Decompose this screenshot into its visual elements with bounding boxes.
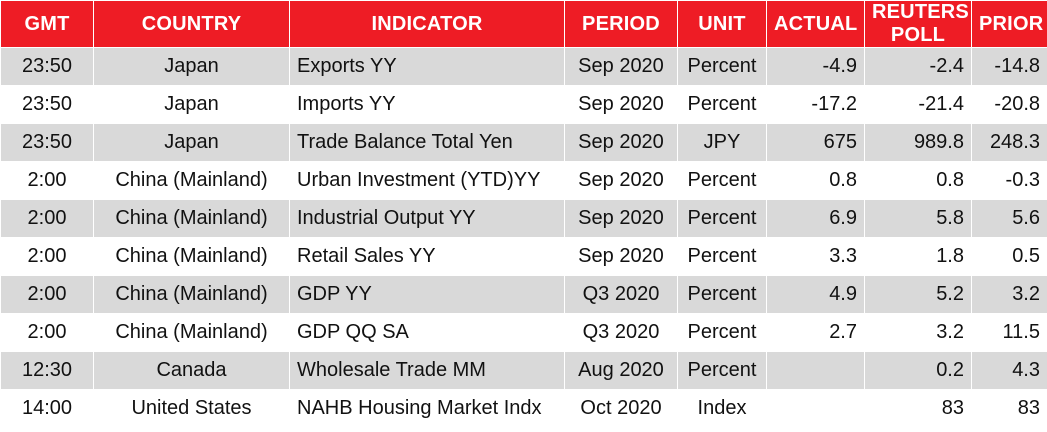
cell-actual: 2.7 xyxy=(767,314,865,352)
cell-prior: 3.2 xyxy=(972,276,1047,314)
cell-indicator: NAHB Housing Market Indx xyxy=(290,390,565,428)
column-header-reuters-poll xyxy=(865,1,972,48)
cell-unit: Percent xyxy=(678,48,767,86)
column-header-actual: ACTUAL xyxy=(767,1,865,48)
cell-reuters-poll: 83 xyxy=(865,390,972,428)
cell-period: Aug 2020 xyxy=(565,352,678,390)
reuters-poll-line1: REUTERS xyxy=(872,1,969,23)
table-row xyxy=(1,390,1047,428)
cell-prior: -20.8 xyxy=(972,86,1047,124)
cell-indicator: GDP QQ SA xyxy=(290,314,565,352)
cell-indicator: Retail Sales YY xyxy=(290,238,565,276)
cell-indicator: Urban Investment (YTD)YY xyxy=(290,162,565,200)
table-row xyxy=(1,352,1047,390)
cell-prior: 11.5 xyxy=(972,314,1047,352)
cell-actual: 3.3 xyxy=(767,238,865,276)
cell-gmt: 23:50 xyxy=(1,86,94,124)
cell-reuters-poll: -2.4 xyxy=(865,48,972,86)
cell-prior: 83 xyxy=(972,390,1047,428)
cell-actual xyxy=(767,352,865,390)
cell-prior: 0.5 xyxy=(972,238,1047,276)
cell-reuters-poll: 3.2 xyxy=(865,314,972,352)
cell-indicator: Trade Balance Total Yen xyxy=(290,124,565,162)
table-header xyxy=(1,1,1047,48)
cell-gmt: 2:00 xyxy=(1,314,94,352)
cell-actual: -17.2 xyxy=(767,86,865,124)
table-row xyxy=(1,162,1047,200)
column-header-unit: UNIT xyxy=(678,1,767,48)
cell-country: United States xyxy=(94,390,290,428)
cell-reuters-poll: -21.4 xyxy=(865,86,972,124)
cell-actual: 675 xyxy=(767,124,865,162)
cell-country: Canada xyxy=(94,352,290,390)
cell-prior: -0.3 xyxy=(972,162,1047,200)
cell-actual: 4.9 xyxy=(767,276,865,314)
cell-prior: 248.3 xyxy=(972,124,1047,162)
cell-period: Sep 2020 xyxy=(565,238,678,276)
cell-gmt: 2:00 xyxy=(1,200,94,238)
cell-country: China (Mainland) xyxy=(94,162,290,200)
cell-reuters-poll: 0.8 xyxy=(865,162,972,200)
cell-gmt: 14:00 xyxy=(1,390,94,428)
column-header-prior: PRIOR xyxy=(972,1,1047,48)
cell-unit: Percent xyxy=(678,86,767,124)
cell-indicator: Exports YY xyxy=(290,48,565,86)
cell-country: Japan xyxy=(94,86,290,124)
cell-country: Japan xyxy=(94,124,290,162)
cell-country: China (Mainland) xyxy=(94,238,290,276)
cell-period: Sep 2020 xyxy=(565,86,678,124)
reuters-poll-line2: POLL xyxy=(890,24,946,46)
table-row xyxy=(1,238,1047,276)
cell-unit: Percent xyxy=(678,314,767,352)
cell-gmt: 2:00 xyxy=(1,276,94,314)
table-row xyxy=(1,48,1047,86)
cell-country: Japan xyxy=(94,48,290,86)
cell-actual: 6.9 xyxy=(767,200,865,238)
cell-unit: Index xyxy=(678,390,767,428)
cell-period: Sep 2020 xyxy=(565,48,678,86)
cell-reuters-poll: 5.8 xyxy=(865,200,972,238)
cell-reuters-poll: 5.2 xyxy=(865,276,972,314)
cell-prior: 4.3 xyxy=(972,352,1047,390)
cell-indicator: Industrial Output YY xyxy=(290,200,565,238)
column-header-period: PERIOD xyxy=(565,1,678,48)
table-row xyxy=(1,86,1047,124)
cell-prior: 5.6 xyxy=(972,200,1047,238)
cell-unit: Percent xyxy=(678,276,767,314)
cell-reuters-poll: 1.8 xyxy=(865,238,972,276)
cell-gmt: 23:50 xyxy=(1,124,94,162)
cell-unit: Percent xyxy=(678,238,767,276)
cell-gmt: 2:00 xyxy=(1,238,94,276)
table-row xyxy=(1,276,1047,314)
cell-period: Sep 2020 xyxy=(565,124,678,162)
cell-indicator: Wholesale Trade MM xyxy=(290,352,565,390)
cell-reuters-poll: 989.8 xyxy=(865,124,972,162)
cell-gmt: 12:30 xyxy=(1,352,94,390)
cell-indicator: Imports YY xyxy=(290,86,565,124)
column-header-country: COUNTRY xyxy=(94,1,290,48)
table-row xyxy=(1,124,1047,162)
cell-indicator: GDP YY xyxy=(290,276,565,314)
cell-country: China (Mainland) xyxy=(94,276,290,314)
cell-unit: Percent xyxy=(678,162,767,200)
cell-period: Q3 2020 xyxy=(565,314,678,352)
cell-unit: Percent xyxy=(678,200,767,238)
cell-reuters-poll: 0.2 xyxy=(865,352,972,390)
table-row xyxy=(1,200,1047,238)
cell-unit: Percent xyxy=(678,352,767,390)
cell-unit: JPY xyxy=(678,124,767,162)
cell-period: Sep 2020 xyxy=(565,200,678,238)
table-body xyxy=(1,48,1047,428)
table-row xyxy=(1,314,1047,352)
cell-period: Sep 2020 xyxy=(565,162,678,200)
cell-country: China (Mainland) xyxy=(94,314,290,352)
cell-actual: 0.8 xyxy=(767,162,865,200)
column-header-gmt: GMT xyxy=(1,1,94,48)
cell-country: China (Mainland) xyxy=(94,200,290,238)
cell-gmt: 2:00 xyxy=(1,162,94,200)
cell-prior: -14.8 xyxy=(972,48,1047,86)
cell-period: Q3 2020 xyxy=(565,276,678,314)
cell-actual xyxy=(767,390,865,428)
header-row xyxy=(1,1,1047,48)
column-header-indicator: INDICATOR xyxy=(290,1,565,48)
cell-period: Oct 2020 xyxy=(565,390,678,428)
cell-actual: -4.9 xyxy=(767,48,865,86)
cell-gmt: 23:50 xyxy=(1,48,94,86)
